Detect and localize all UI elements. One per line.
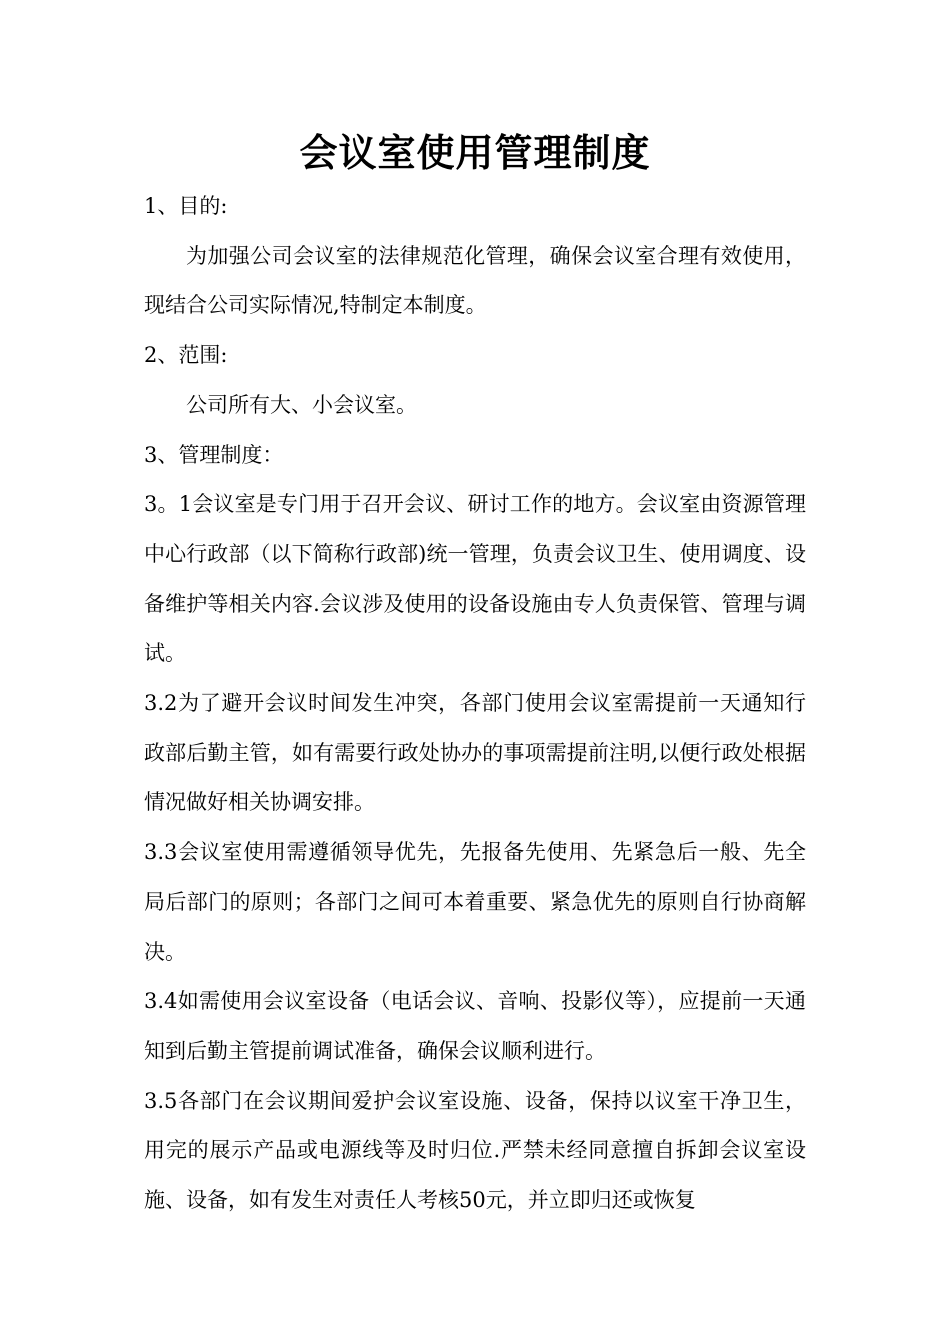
paragraph-rule-3-1: 3。1会议室是专门用于召开会议、研讨工作的地方。会议室由资源管理中心行政部（以下简称行政部)统一管理，负责会议卫生、使用调度、设备维护等相关内容.会议涉及使用的设备设施由专人负责保管、管理与调试。 — [144, 492, 806, 666]
document-title: 会议室使用管理制度 — [299, 130, 651, 175]
paragraph-scope: 公司所有大、小会议室。 — [186, 392, 417, 417]
paragraph-rule-3-5: 3.5各部门在会议期间爱护会议室设施、设备，保持以议室干净卫生，用完的展示产品或电源线等及时归位.严禁未经同意擅自拆卸会议室设施、设备，如有发生对责任人考核50元，并立即归还或恢复 — [144, 1088, 806, 1213]
section-heading-purpose: 1、目的: — [144, 194, 228, 218]
section-heading-rules: 3、管理制度： — [144, 442, 284, 467]
paragraph-rule-3-3: 3.3会议室使用需遵循领导优先，先报备先使用、先紧急后一般、先全局后部门的原则；各部门之间可本着重要、紧急优先的原则自行协商解决。 — [144, 840, 806, 964]
section-heading-scope: 2、范围: — [144, 343, 228, 368]
document-body — [144, 182, 806, 1226]
paragraph-rule-3-2: 3.2为了避开会议时间发生冲突，各部门使用会议室需提前一天通知行政部后勤主管，如有需要行政处协办的事项需提前注明,以便行政处根据情况做好相关协调安排。 — [144, 691, 806, 815]
paragraph-purpose: 为加强公司会议室的法律规范化管理，确保会议室合理有效使用，现结合公司实际情况,特制定本制度。 — [144, 243, 806, 318]
paragraph-rule-3-4: 3.4如需使用会议室设备（电话会议、音响、投影仪等），应提前一天通知到后勤主管提前调试准备，确保会议顺利进行。 — [144, 989, 806, 1063]
